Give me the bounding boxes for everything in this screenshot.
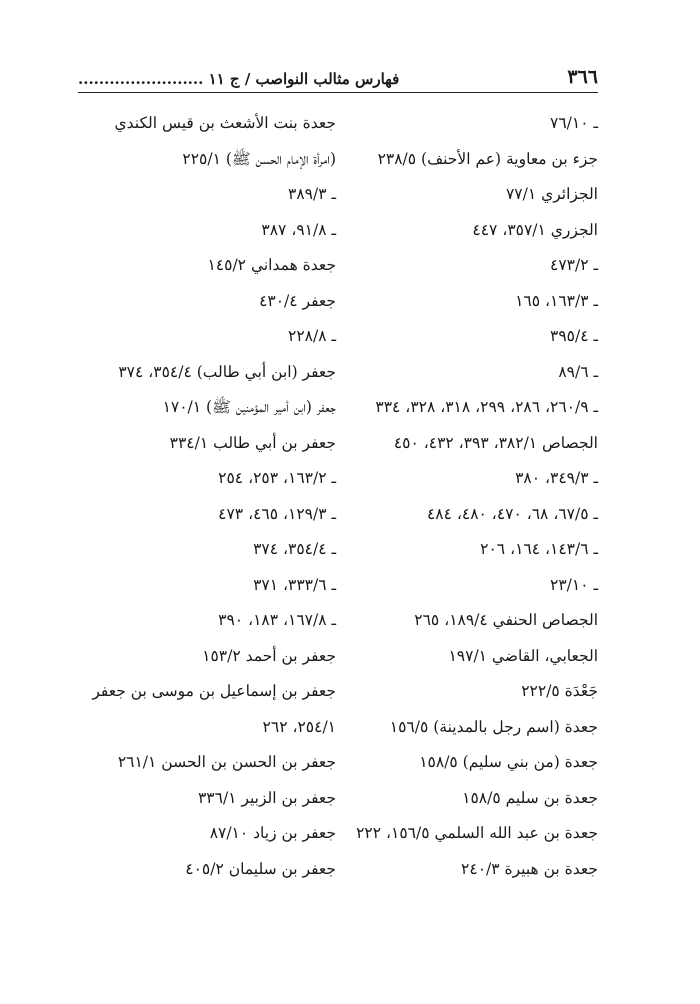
index-entry: جعفر بن أحمد ١٥٣/٢ xyxy=(202,646,336,665)
index-entry: جعفر بن إسماعيل بن موسى بن جعفر xyxy=(92,682,336,700)
index-entry: جعفر (ابن أبي طالب) ٣٥٤/٤، ٣٧٤ xyxy=(118,362,336,381)
index-entry: ـ ١٦٧/٨، ١٨٣، ٣٩٠ xyxy=(218,611,336,629)
index-entry: الجصاص الحنفي ١٨٩/٤، ٢٦٥ xyxy=(414,611,598,629)
index-column-left xyxy=(76,106,336,887)
index-entry: ـ ٣٩٥/٤ xyxy=(550,327,598,345)
running-title: فهارس مثالب النواصب / ج ١١ ........................ xyxy=(78,70,400,88)
index-entry: جَعْدَة ٢٢٢/٥ xyxy=(521,682,598,700)
index-entry: ـ ١٦٣/٣، ١٦٥ xyxy=(515,291,598,310)
index-entry: جعدة بن سليم ١٥٨/٥ xyxy=(462,788,598,807)
header-rule xyxy=(78,92,598,93)
index-entry: ـ ٤٧٣/٢ xyxy=(550,256,598,274)
index-entry: ـ ٢٦٠/٩، ٢٨٦، ٢٩٩، ٣١٨، ٣٢٨، ٣٣٤ xyxy=(375,398,598,416)
index-entry: جعفر بن سليمان ٤٠٥/٢ xyxy=(185,859,336,878)
index-entry: جعدة بنت الأشعث بن قيس الكندي xyxy=(114,114,336,132)
index-entry: جعفر بن زياد ٨٧/١٠ xyxy=(209,824,336,842)
page-header xyxy=(78,62,598,88)
page-number: ٣٦٦ xyxy=(567,66,598,88)
index-entry: ـ ٨٩/٦ xyxy=(558,362,598,381)
index-entry: ـ ١٤٣/٦، ١٦٤، ٢٠٦ xyxy=(480,540,598,558)
index-entry: الجزري ٣٥٧/١، ٤٤٧ xyxy=(472,220,598,239)
index-entry: جعدة (من بني سليم) ١٥٨/٥ xyxy=(419,753,598,771)
index-entry: الجصاص ٣٨٢/١، ٣٩٣، ٤٣٢، ٤٥٠ xyxy=(393,433,598,452)
index-entry: ـ ٢٣/١٠ xyxy=(550,575,598,594)
index-entry: جعفر بن الحسن بن الحسن ٢٦١/١ xyxy=(117,753,336,771)
index-entry: جعدة همداني ١٤٥/٢ xyxy=(207,256,336,274)
index-entry: ـ ٧٦/١٠ xyxy=(550,114,598,132)
index-entry: جعفر بن الزبير ٣٣٦/١ xyxy=(197,788,336,807)
index-entry: جعفر بن أبي طالب ٣٣٤/١ xyxy=(169,433,336,452)
index-entry: ـ ٦٧/٥، ٦٨، ٤٧٠، ٤٨٠، ٤٨٤ xyxy=(426,504,598,523)
index-entry: ـ ١٦٣/٢، ٢٥٣، ٢٥٤ xyxy=(218,469,336,487)
index-entry: الجزائري ٧٧/١ xyxy=(505,185,598,203)
index-entry: ـ ٣٣٣/٦، ٣٧١ xyxy=(253,575,336,594)
index-entry: ـ ٣٥٤/٤، ٣٧٤ xyxy=(253,540,336,558)
index-column-right xyxy=(338,106,598,887)
index-entry: (امرأة الإمام الحسن ﷺ) ٢٢٥/١ xyxy=(182,149,336,168)
index-entry: جعفر ٤٣٠/٤ xyxy=(259,291,336,310)
index-entry: جعدة بن هبيرة ٢٤٠/٣ xyxy=(461,859,598,878)
index-entry: ـ ٩١/٨، ٣٨٧ xyxy=(261,220,336,239)
index-entry: ـ ١٢٩/٣، ٤٦٥، ٤٧٣ xyxy=(218,504,336,523)
index-entry: ـ ٣٤٩/٣، ٣٨٠ xyxy=(515,469,598,487)
index-entry: ٢٥٤/١، ٢٦٢ xyxy=(262,717,336,736)
index-entry: ـ ٢٢٨/٨ xyxy=(288,327,336,345)
index-entry: جعفر (ابن أمير المؤمنين ﷺ) ١٧٠/١ xyxy=(162,398,336,416)
index-columns xyxy=(78,106,598,906)
index-entry: جعدة بن عبد الله السلمي ١٥٦/٥، ٢٢٢ xyxy=(356,824,598,842)
index-entry: ـ ٣٨٩/٣ xyxy=(288,185,336,203)
index-entry: الجعابي، القاضي ١٩٧/١ xyxy=(448,646,598,665)
index-entry: جزء بن معاوية (عم الأحنف) ٢٣٨/٥ xyxy=(377,149,598,168)
index-entry: جعدة (اسم رجل بالمدينة) ١٥٦/٥ xyxy=(389,717,598,736)
